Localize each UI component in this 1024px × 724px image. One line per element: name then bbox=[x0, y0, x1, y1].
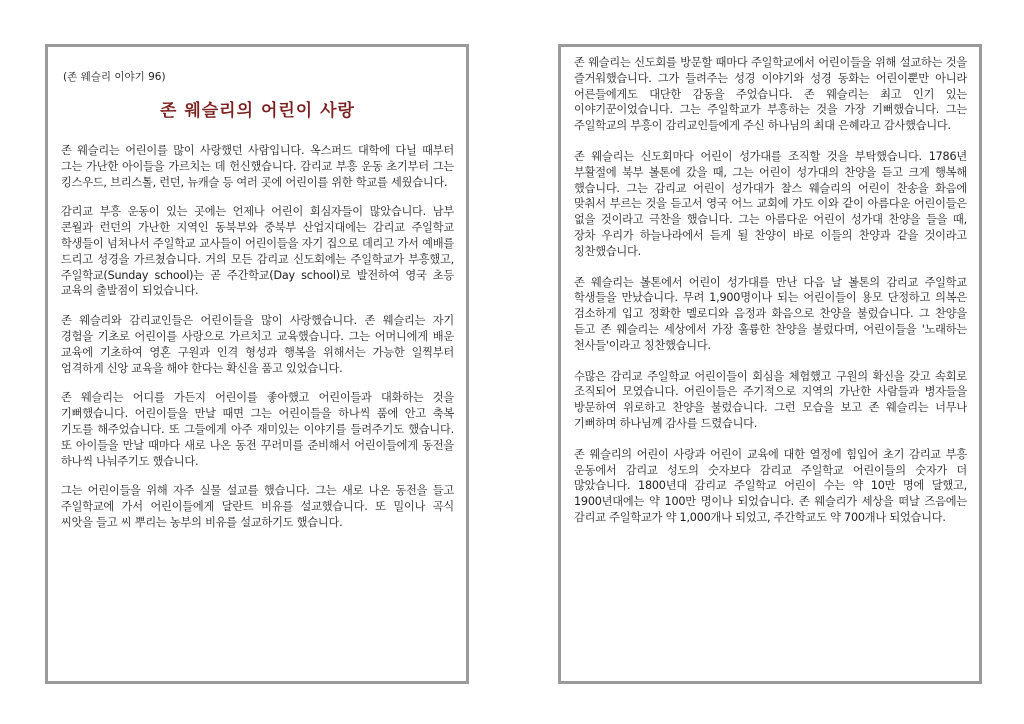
left-paragraph-1: 존 웨슬리는 어린이를 많이 사랑했던 사람입니다. 옥스퍼드 대학에 다닐 때부터 그는 가난한 아이들을 가르치는 데 헌신했습니다. 감리교 부흥 운동 초기부터 그는 킹스우드, 브리스톨, 런던, 뉴캐슬 등 여러 곳에 어린이를 위한 학교를 세웠습니다. bbox=[61, 144, 454, 189]
left-paragraph-4: 존 웨슬리는 어디를 가든지 어린이를 좋아했고 어린이들과 대화하는 것을 기뻐했습니다. 어린이들을 만날 때면 그는 어린이들을 하나씩 품에 안고 축복 기도를 해주었습니다. 또 그들에게 아주 재미있는 이야기를 들려주기도 했습니다. 또 아이들을 만날 때마다 새로 나온 동전 꾸러미를 준비해서 어린이들에게 동전을 하나씩 나눠주기도 했습니다. bbox=[61, 391, 454, 468]
left-paragraph-2: 감리교 부흥 운동이 있는 곳에는 언제나 어린이 회심자들이 많았습니다. 남부 콘월과 런던의 가난한 지역인 동북부와 중북부 산업지대에는 감리교 주일학교 학생들이 넘쳐나서 주일학교 교사들이 어린이들을 자기 집으로 데리고 가서 예배를 드리고 성경을 가르쳤습니다. 거의 모든 감리교 신도회에는 주일학교가 부흥했고, 주일학교(Sunday school)는 곧 주간학교(Day school)로 발전하여 영국 초등 교육의 출발점이 되었습니다. bbox=[61, 205, 454, 298]
right-page bbox=[558, 44, 982, 684]
right-paragraph-4: 수많은 감리교 주일학교 어린이들이 회심을 체험했고 구원의 확신을 갖고 속회로 조직되어 모였습니다. 어린이들은 주기적으로 지역의 가난한 사람들과 병자들을 방문하여 위로하고 찬양을 불렀습니다. 그런 모습을 보고 존 웨슬리는 너무나 기뻐하며 하나님께 감사를 드렸습니다. bbox=[574, 369, 967, 430]
right-paragraph-5: 존 웨슬리의 어린이 사랑과 어린이 교육에 대한 열정에 힘입어 초기 감리교 부흥 운동에서 감리교 성도의 숫자보다 감리교 주일학교 어린이들의 숫자가 더 많았습니다. 1800년대 감리교 주일학교 어린이 수는 약 10만 명에 달했고, 1900년대에는 약 100만 명이나 되었습니다. 존 웨슬리가 세상을 떠날 즈음에는 감리교 주일학교가 약 1,000개나 되었고, 주간학교도 약 700개나 되었습니다. bbox=[574, 447, 967, 524]
right-paragraph-3: 존 웨슬리는 볼톤에서 어린이 성가대를 만난 다음 날 볼톤의 감리교 주일학교 학생들을 만났습니다. 무려 1,900명이나 되는 어린이들이 용모 단정하고 의복은 검소하게 입고 정확한 멜로디와 음정과 화음으로 찬양을 불렀습니다. 그 찬양을 듣고 존 웨슬리는 세상에서 가장 훌륭한 찬양을 불렀다며, 어린이들을 '노래하는 천사들'이라고 칭찬했습니다. bbox=[574, 275, 967, 352]
page-title: 존 웨슬리의 어린이 사랑 bbox=[160, 101, 355, 121]
right-paragraph-2: 존 웨슬리는 신도회마다 어린이 성가대를 조직할 것을 부탁했습니다. 1786년 부활절에 북부 볼톤에 갔을 때, 그는 어린이 성가대의 찬양을 듣고 크게 행복해 했습니다. 그는 감리교 어린이 성가대가 찰스 웨슬리의 어린이 찬송을 화음에 맞춰서 부르는 것을 듣고서 영국 어느 교회에 가도 이와 같이 아름다운 어린이들은 없을 것이라고 극찬을 했습니다. 그는 아름다운 어린이 성가대 찬양을 들을 때, 장차 우리가 하늘나라에서 듣게 될 찬양이 바로 이들의 찬양과 같을 것이라고 칭찬했습니다. bbox=[574, 149, 967, 258]
left-page bbox=[45, 44, 469, 684]
right-paragraph-1: 존 웨슬리는 신도회를 방문할 때마다 주일학교에서 어린이들을 위해 설교하는 것을 즐거워했습니다. 그가 들려주는 성경 이야기와 성경 동화는 어린이뿐만 아니라 어른들에게도 대단한 감동을 주었습니다. 존 웨슬리는 최고 인기 있는 이야기꾼이었습니다. 그는 주일학교가 부흥하는 것을 가장 기뻐했습니다. 그는 주일학교의 부흥이 감리교인들에게 주신 하나님의 최대 은혜라고 감사했습니다. bbox=[574, 56, 967, 133]
left-paragraph-3: 존 웨슬리와 감리교인들은 어린이들을 많이 사랑했습니다. 존 웨슬리는 자기 경험을 기초로 어린이를 사랑으로 가르치고 교육했습니다. 그는 어머니에게 배운 교육에 기초하여 영혼 구원과 인격 형성과 행복을 위해서는 가능한 일찍부터 엄격하게 신앙 교육을 해야 한다는 확신을 품고 있었습니다. bbox=[61, 314, 454, 375]
series-label: (존 웨슬리 이야기 96) bbox=[63, 71, 166, 83]
left-paragraph-5: 그는 어린이들을 위해 자주 실물 설교를 했습니다. 그는 새로 나온 동전을 들고 주일학교에 가서 어린이들에게 달란트 비유를 설교했습니다. 또 밀이나 곡식 씨앗을 들고 씨 뿌리는 농부의 비유를 설교하기도 했습니다. bbox=[61, 484, 454, 529]
